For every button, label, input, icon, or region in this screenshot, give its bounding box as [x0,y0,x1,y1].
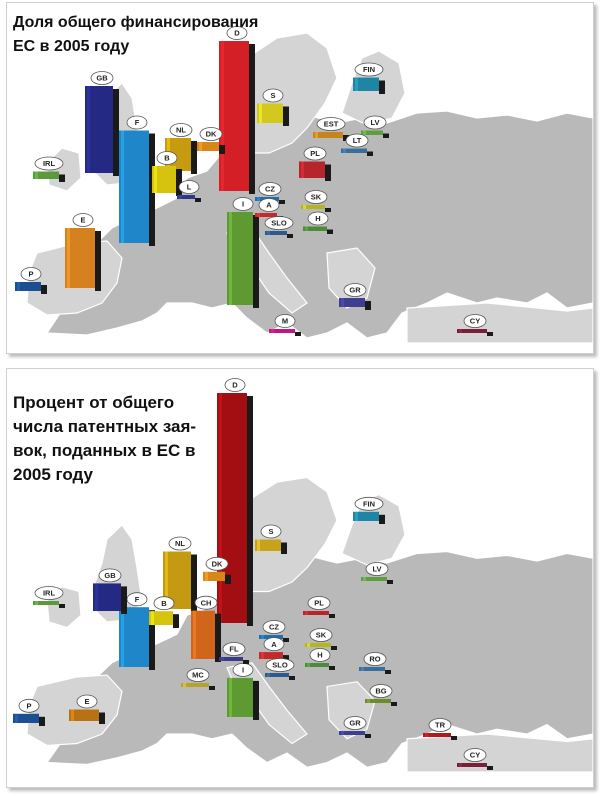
bar-shadow-cz [283,638,289,642]
country-label-pl: PL [310,149,320,159]
bar-shadow-lt [367,152,373,157]
bar-highlight [259,104,262,124]
country-label-s: S [268,527,274,537]
bar-shadow-dk [219,145,225,154]
country-label-cz: CZ [269,622,279,632]
country-label-nl: NL [176,125,186,135]
bar-shadow-d [249,44,255,194]
country-label-f: F [134,594,140,604]
chart-panel-eu-funding [6,2,594,354]
country-label-p: P [26,701,32,711]
country-label-fl: FL [229,644,239,654]
bar-shadow-i [253,681,259,720]
country-label-nl: NL [175,539,185,549]
bar-shadow-fin [379,515,385,524]
bar-slo [265,659,295,681]
bar-shadow-sk [331,646,337,650]
bar-shadow-slo [289,676,295,680]
bar-shadow-cy [487,332,493,336]
country-label-m: M [281,316,289,326]
bar-d [217,379,253,627]
chart-title-patents: Процент от общего числа патентных зая- вок, поданных в ЕС в 2005 году [13,393,197,484]
country-label-i: I [241,199,245,209]
bar-shadow-dk [225,575,231,584]
bar-highlight [95,583,98,611]
bar-highlight [305,227,308,232]
bar-highlight [355,512,358,521]
country-label-a: A [266,200,272,210]
bar-highlight [199,142,202,151]
country-label-cy: CY [469,750,481,760]
bar-highlight [154,166,157,193]
bar-highlight [261,652,264,659]
bar-shadow-m [295,332,301,336]
bar-shadow-l [195,198,201,202]
bar-shadow-d [247,396,253,626]
country-label-gb: GB [104,571,116,581]
country-label-slo: SLO [272,660,288,670]
country-label-irl: IRL [42,159,56,169]
country-label-bg: BG [375,686,387,696]
country-label-lv: LV [370,118,380,128]
country-label-gr: GR [349,718,361,728]
country-label-b: B [164,153,170,163]
bar-highlight [121,607,124,667]
bar-highlight [307,663,310,667]
bar-shadow-p [41,285,47,294]
bar-shadow-ro [385,670,391,674]
bar-highlight [67,228,70,288]
country-label-gb: GB [96,73,108,83]
bar-highlight [363,577,366,581]
bar-highlight [35,601,38,605]
bar-highlight [121,131,124,244]
bar-shadow-irl [59,175,65,183]
bar-shadow-e [95,231,101,291]
bar-shadow-i [253,215,259,308]
bar-shadow-gr [365,301,371,310]
bar-highlight [257,213,260,217]
bar-shadow-fl [243,660,249,664]
bar-shadow-h [327,230,333,235]
bar-shadow-b [173,614,179,628]
bar-highlight [71,710,74,722]
bar-highlight [425,733,428,737]
bar-highlight [257,540,260,552]
country-label-tr: TR [435,720,445,730]
country-label-lv: LV [372,564,382,574]
bar-highlight [271,329,274,333]
bar-highlight [261,635,264,639]
bar-highlight [303,205,306,209]
bar-shadow-e [99,713,105,725]
bar-highlight [363,131,366,136]
bar-highlight [267,231,270,235]
bar-shadow-slo [287,234,293,238]
bar-shadow-cz [279,200,285,204]
country-label-ch: CH [200,598,212,608]
country-label-sk: SK [315,630,327,640]
bar-shadow-lv [383,134,389,139]
country-label-i: I [241,665,245,675]
bar-highlight [229,212,232,305]
bar-slo [265,217,293,239]
bar-shadow-ch [215,614,221,662]
bar-highlight [367,699,370,703]
country-label-cy: CY [469,316,481,326]
bar-highlight [315,132,318,138]
country-label-f: F [134,118,140,128]
bar-f [119,116,155,246]
country-label-ro: RO [369,654,381,664]
bar-highlight [17,282,20,291]
bar-highlight [301,162,304,179]
bar-highlight [341,298,344,307]
country-label-e: E [84,697,90,707]
country-label-s: S [270,91,276,101]
country-label-fin: FIN [362,499,376,509]
bar-highlight [257,197,260,201]
bar-highlight [35,172,38,180]
bar-highlight [343,149,346,154]
bar-shadow-pl [325,165,331,182]
bar-shadow-lv [387,580,393,584]
bar-highlight [87,86,90,173]
bar-shadow-cy [487,766,493,770]
country-label-cz: CZ [265,184,275,194]
country-label-sk: SK [310,192,322,202]
country-label-lt: LT [352,136,362,146]
country-label-irl: IRL [42,588,56,598]
bar-shadow-tr [451,736,457,740]
country-label-dk: DK [211,559,223,569]
country-label-h: H [317,650,323,660]
country-label-b: B [161,598,167,608]
country-label-gr: GR [349,285,361,295]
bar-irl [33,587,65,609]
bar-highlight [305,611,308,615]
bar-highlight [221,41,224,191]
country-label-e: E [80,215,86,225]
bar-shadow-pl [329,614,335,618]
bar-shadow-h [329,666,335,670]
bar-highlight [355,78,358,92]
chart-panel-patents [6,368,594,788]
country-label-mc: MC [192,670,204,680]
chart-title-funding: Доля общего финансирования ЕС в 2005 году [13,14,259,55]
bar-shadow-gb [121,586,127,614]
bar-shadow-fin [379,81,385,95]
country-label-est: EST [323,119,339,129]
bar-highlight [179,195,182,199]
bar-highlight [267,673,270,677]
bar-highlight [459,329,462,333]
country-label-dk: DK [205,129,217,139]
bar-highlight [307,643,310,647]
bar-highlight [151,611,154,625]
country-label-a: A [271,639,277,649]
bar-shadow-sk [325,208,331,212]
country-label-d: D [232,380,238,390]
bar-highlight [341,731,344,735]
bar-shadow-gr [365,734,371,738]
bar-shadow-bg [391,702,397,706]
bar-highlight [219,393,222,623]
bar-highlight [221,657,224,661]
country-label-h: H [315,214,321,224]
bar-shadow-irl [59,604,65,608]
bar-highlight [15,714,18,723]
bar-highlight [459,763,462,767]
bar-shadow-s [281,543,287,555]
bar-shadow-s [283,107,289,127]
bar-shadow-gb [113,89,119,176]
bar-highlight [193,611,196,659]
country-label-d: D [234,28,240,38]
country-label-fin: FIN [362,65,376,75]
country-label-l: L [186,182,192,192]
bar-shadow-nl [191,141,197,174]
bar-highlight [361,667,364,671]
bar-highlight [229,678,232,717]
bar-shadow-mc [209,686,215,690]
bar-highlight [183,683,186,687]
country-label-p: P [28,269,34,279]
country-label-pl: PL [314,598,324,608]
bar-shadow-p [39,717,45,726]
bar-highlight [205,572,208,581]
country-label-slo: SLO [271,218,287,228]
